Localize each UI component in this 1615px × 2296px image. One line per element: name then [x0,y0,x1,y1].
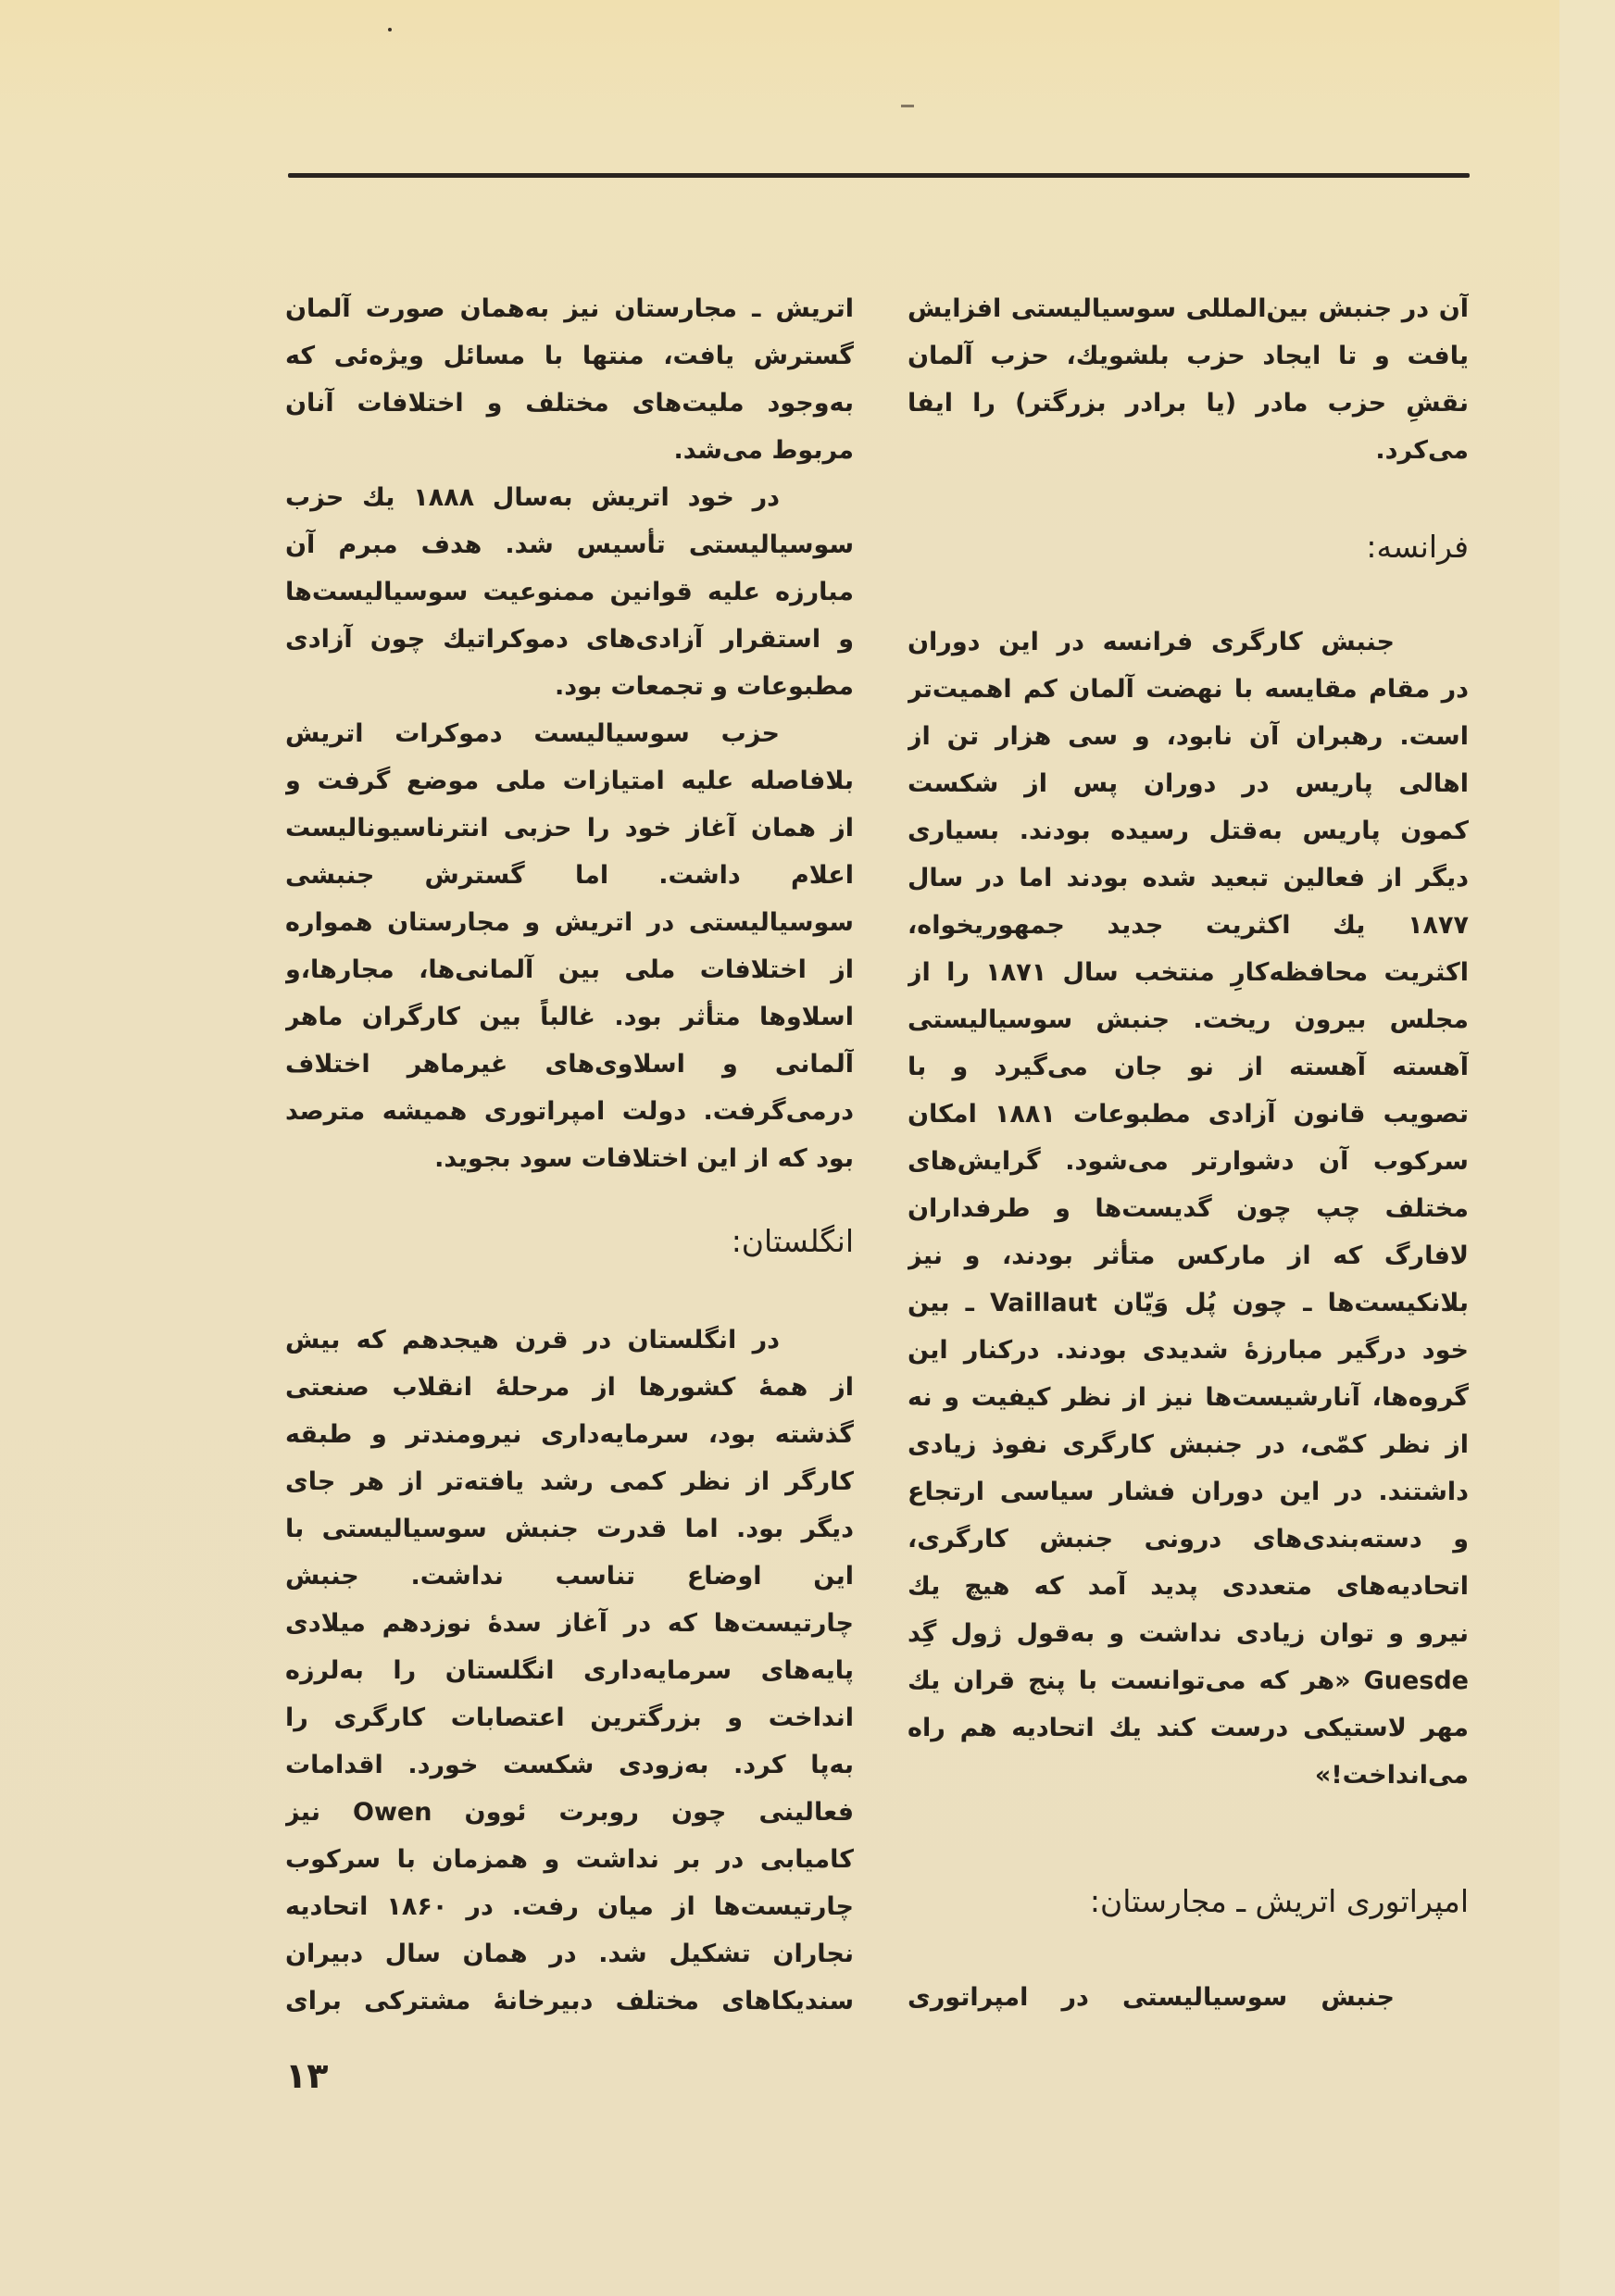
text-line: داشتند. در این دوران فشار سیاسی ارتجاع [908,1478,1469,1506]
paragraph [908,618,1469,1799]
section-heading-france: فرانسه: [1366,529,1469,565]
text-line: نقشِ حزب مادر (یا برادر بزرگتر) را ایفا [908,389,1469,418]
section-heading-austria-hungary: امپراتوری اتریش ـ مجارستان: [1089,1883,1469,1919]
text-line: نیرو و توان زیادی نداشت و به‌قول ژول گِد [908,1619,1469,1648]
text-line: گسترش یافت، منتها با مسائل ویژه‌ئی که [285,342,854,370]
text-line: آلمانی و اسلاوی‌های غیرماهر اختلاف [285,1050,854,1079]
text-line: اعلام داشت. اما گسترش جنبشی [285,861,854,890]
text-line: نجاران تشکیل شد. در همان سال دبیران [285,1940,854,1968]
paragraph [908,285,1469,474]
text-line: از نظر کمّی، در جنبش کارگری نفوذ زیادی [908,1430,1469,1459]
text-line: بلافاصله علیه امتیازات ملی موضع گرفت و [285,767,854,795]
text-line: و دسته‌بندی‌های درونی جنبش کارگری، [908,1525,1469,1554]
text-line: و استقرار آزادی‌های دموکراتیك چون آزادی [285,625,854,654]
text-line: اکثریت محافظه‌کارِ منتخب سال ۱۸۷۱ را از [908,958,1469,987]
text-line: آهسته آهسته از نو جان می‌گیرد و با [908,1053,1469,1081]
text-line: از اختلافات ملی بین آلمانی‌ها، مجارها،و [285,955,854,984]
text-line: انداخت و بزرگترین اعتصابات کارگری را [285,1703,854,1732]
text-line: است. رهبران آن نابود، و سی هزار تن از [908,722,1469,751]
text-line: خود درگیر مبارزهٔ شدیدی بودند. درکنار این [908,1336,1469,1365]
section-heading-england: انگلستان: [731,1223,854,1259]
text-line: اتریش ـ مجارستان نیز به‌همان صورت آلمان [285,294,854,323]
paragraph [285,710,854,1182]
print-speck [901,105,914,107]
text-line: فعالینی چون روبرت ئوون Owen نیز [285,1798,854,1827]
text-line: جنبش سوسیالیستی در امپراتوری [908,1983,1395,2012]
text-line: از همان آغاز خود را حزبی انترناسیونالیست [285,814,854,842]
text-line: جنبش کارگری فرانسه در این دوران [908,628,1395,656]
text-line: اتحادیه‌های متعددی پدید آمد که هیچ یك [908,1572,1469,1601]
text-line: می‌انداخت!» [1314,1761,1469,1790]
text-line: مختلف چپ چون گدیست‌ها و طرفداران [908,1194,1469,1223]
text-line: دیگر از فعالین تبعید شده بودند اما در سال [908,864,1469,892]
paragraph [285,1316,854,2025]
text-line: چارتیست‌ها که در آغاز سدهٔ نوزدهم میلادی [285,1609,854,1638]
text-line: تصویب قانون آزادی مطبوعات ۱۸۸۱ امکان [908,1100,1469,1129]
text-line: لافارگ که از مارکس متأثر بودند، و نیز [908,1242,1469,1270]
text-line: از همهٔ کشورها از مرحلهٔ انقلاب صنعتی [285,1373,854,1402]
text-line: سوسیالیستی در اتریش و مجارستان همواره [285,908,854,937]
text-line: می‌کرد. [1375,436,1469,465]
text-line: پایه‌های سرمایه‌داری انگلستان را به‌لرزه [285,1656,854,1685]
text-line: کامیابی در بر نداشت و همزمان با سرکوب [285,1845,854,1874]
text-line: بود که از این اختلافات سود بجوید. [434,1144,854,1173]
text-line: Guesde «هر که می‌توانست با پنج قران یك [908,1666,1469,1695]
header-rule [288,173,1470,178]
text-line: ۱۸۷۷ یك اکثریت جدید جمهوریخواه، [908,911,1469,940]
text-line: در مقام مقایسه با نهضت آلمان کم اهمیت‌تر [908,675,1469,704]
text-line: آن در جنبش بین‌المللی سوسیالیستی افزایش [908,294,1469,323]
text-line: مبارزه علیه قوانین ممنوعیت سوسیالیست‌ها [285,578,854,606]
text-line: کارگر از نظر کمی رشد یافته‌تر از هر جای [285,1467,854,1496]
text-line: اسلاوها متأثر بود. غالباً بین کارگران ماهر [285,1003,854,1031]
text-line: دیگر بود. اما قدرت جنبش سوسیالیستی با [285,1515,854,1543]
text-line: بلانکیست‌ها ـ چون پُل وَیّان Vaillaut ـ بین [908,1289,1469,1317]
text-line: گذشته بود، سرمایه‌داری نیرومندتر و طبقه [285,1420,854,1449]
text-line: سرکوب آن دشوارتر می‌شود. گرایش‌های [908,1147,1469,1176]
print-speck [388,28,392,31]
page-number: ۱۳ [285,2055,329,2096]
text-line: در خود اتریش به‌سال ۱۸۸۸ یك حزب [285,483,780,512]
text-line: سوسیالیستی تأسیس شد. هدف مبرم آن [285,530,854,559]
text-line: در انگلستان در قرن هیجدهم که بیش [285,1326,780,1354]
paper-edge [1559,0,1615,2296]
text-line: اهالی پاریس در دوران پس از شکست [908,769,1469,798]
text-line: مهر لاستیکی درست کند یك اتحادیه هم راه [908,1714,1469,1742]
text-line: سندیکاهای مختلف دبیرخانهٔ مشترکی برای [285,1987,854,2015]
text-line: به‌وجود ملیت‌های مختلف و اختلافات آنان [285,389,854,418]
paragraph [908,1974,1469,2021]
text-line: مطبوعات و تجمعات بود. [554,672,854,701]
text-line: کمون پاریس به‌قتل رسیده بودند. بسیاری [908,817,1469,845]
text-line: چارتیست‌ها از میان رفت. در ۱۸۶۰ اتحادیه [285,1892,854,1921]
text-line: حزب سوسیالیست دموکرات اتریش [285,719,780,748]
text-line: این اوضاع تناسب نداشت. جنبش [285,1562,854,1591]
text-line: درمی‌گرفت. دولت امپراتوری همیشه مترصد [285,1097,854,1126]
text-line: مجلس بیرون ریخت. جنبش سوسیالیستی [908,1005,1469,1034]
text-line: مربوط می‌شد. [673,436,854,465]
paragraph [285,285,854,474]
text-line: به‌پا کرد. به‌زودی شکست خورد. اقدامات [285,1751,854,1779]
text-line: گروه‌ها، آنارشیست‌ها نیز از نظر کیفیت و نه [908,1383,1469,1412]
paragraph [285,474,854,710]
text-line: یافت و تا ایجاد حزب بلشویك، حزب آلمان [908,342,1469,370]
